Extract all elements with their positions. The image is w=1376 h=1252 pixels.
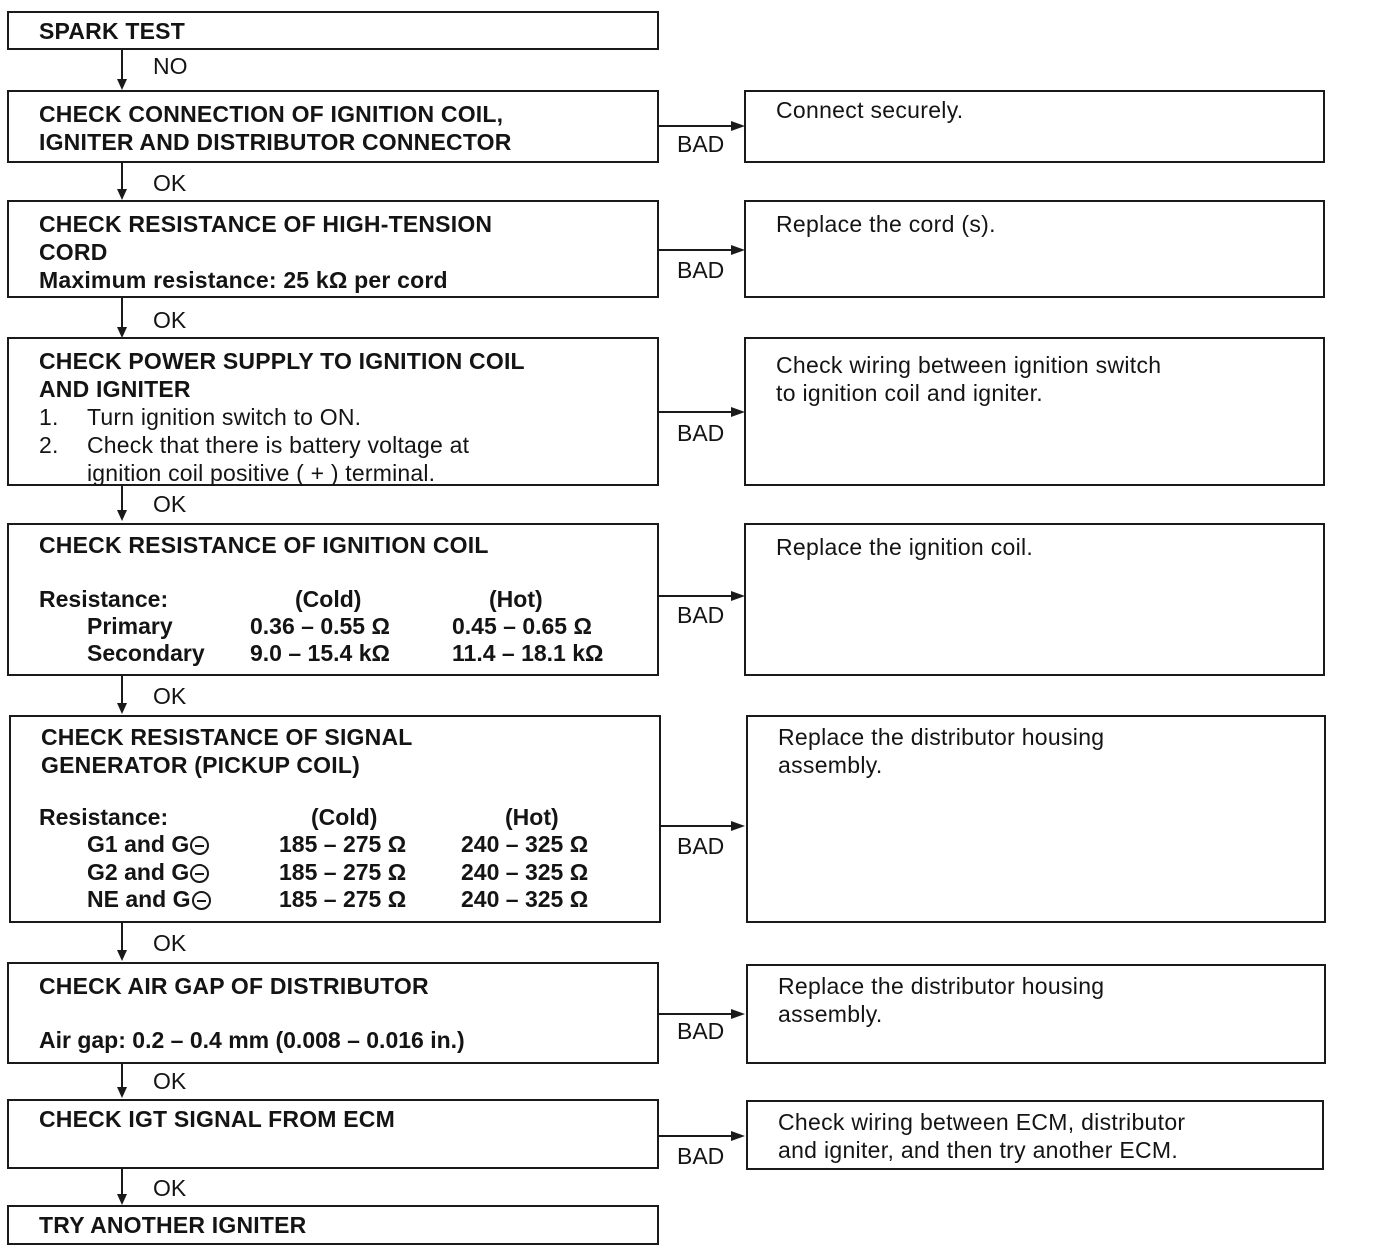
step-spark-test (7, 11, 659, 50)
signal-row-label (87, 831, 209, 858)
step-try-another-igniter (7, 1205, 659, 1245)
arrow-down-icon (117, 703, 127, 714)
step-title: CHECK AIR GAP OF DISTRIBUTOR (39, 973, 429, 999)
step-check-high-tension-cord (7, 200, 659, 298)
action-text: Replace the distributor housing assembly. (778, 724, 1105, 778)
flow-connector (121, 298, 123, 329)
action-replace-distributor-housing (746, 715, 1326, 923)
edge-label-ok: OK (153, 170, 187, 196)
edge-label-bad: BAD (677, 257, 725, 283)
step-title: CHECK RESISTANCE OF IGNITION COIL (39, 532, 489, 558)
flow-connector (121, 923, 123, 952)
action-replace-ignition-coil (744, 523, 1325, 676)
flow-connector (121, 486, 123, 512)
edge-label-ok: OK (153, 307, 187, 333)
cold-value: 185 – 275 Ω (279, 859, 407, 885)
action-check-wiring-ecm (746, 1100, 1324, 1170)
step-title: CHECK IGT SIGNAL FROM ECM (39, 1106, 395, 1132)
minus-circle-icon (190, 836, 209, 855)
step-title: CHECK RESISTANCE OF HIGH-TENSION CORD (39, 211, 493, 265)
substep-number: 2. (39, 432, 59, 458)
arrow-down-icon (117, 510, 127, 521)
step-title: SPARK TEST (39, 18, 185, 44)
substep-list (39, 403, 647, 487)
substep-number: 1. (39, 404, 59, 430)
row-name: G2 and G (87, 859, 190, 885)
flow-connector (121, 676, 123, 705)
air-gap-spec: Air gap: 0.2 – 0.4 mm (0.008 – 0.016 in.) (39, 1027, 465, 1053)
arrow-down-icon (117, 950, 127, 961)
edge-label-bad: BAD (677, 833, 725, 859)
edge-label-ok: OK (153, 491, 187, 517)
action-text: Check wiring between ignition switch to ignition coil and igniter. (776, 352, 1162, 406)
hot-value: 240 – 325 Ω (461, 859, 589, 885)
bad-connector (659, 595, 732, 597)
edge-label-bad: BAD (677, 602, 725, 628)
flow-connector (121, 163, 123, 191)
bad-connector (659, 1135, 732, 1137)
action-text: Check wiring between ECM, distributor and igniter, and then try another ECM. (778, 1109, 1186, 1163)
edge-label-bad: BAD (677, 1018, 725, 1044)
signal-row-label (87, 859, 209, 886)
flow-connector (121, 50, 123, 80)
action-check-wiring-switch (744, 337, 1325, 486)
substep-text: Turn ignition switch to ON. (87, 404, 362, 430)
bad-connector (659, 125, 732, 127)
edge-label-ok: OK (153, 1175, 187, 1201)
col-cold-header: (Cold) (295, 586, 362, 612)
arrow-right-icon (731, 591, 745, 601)
arrow-right-icon (731, 1131, 745, 1141)
hot-value: 0.45 – 0.65 Ω (452, 613, 592, 639)
cold-value: 9.0 – 15.4 kΩ (250, 640, 390, 666)
step-title: CHECK CONNECTION OF IGNITION COIL, IGNITER AND DISTRIBUTOR CONNECTOR (39, 101, 512, 155)
substep-item (39, 431, 647, 487)
arrow-right-icon (731, 821, 745, 831)
row-name: Secondary (87, 640, 205, 666)
arrow-right-icon (731, 121, 745, 131)
edge-label-no: NO (153, 53, 188, 79)
bad-connector (659, 249, 732, 251)
flow-connector (121, 1169, 123, 1196)
arrow-down-icon (117, 1087, 127, 1098)
edge-label-ok: OK (153, 683, 187, 709)
minus-circle-icon (192, 891, 211, 910)
cold-value: 185 – 275 Ω (279, 831, 407, 857)
arrow-right-icon (731, 407, 745, 417)
resistance-label: Resistance: (39, 586, 169, 612)
row-name: G1 and G (87, 831, 190, 857)
action-replace-distributor-housing (746, 964, 1326, 1064)
step-title: CHECK POWER SUPPLY TO IGNITION COIL AND IGNITER (39, 348, 525, 402)
step-spec: Maximum resistance: 25 kΩ per cord (39, 267, 448, 293)
step-title: CHECK RESISTANCE OF SIGNAL GENERATOR (PICKUP COIL) (41, 724, 413, 778)
step-check-power-supply (7, 337, 659, 486)
hot-value: 240 – 325 Ω (461, 831, 589, 857)
edge-label-bad: BAD (677, 1143, 725, 1169)
edge-label-ok: OK (153, 1068, 187, 1094)
action-text: Replace the ignition coil. (776, 534, 1034, 560)
substep-text: Check that there is battery voltage at ignition coil positive ( + ) terminal. (87, 432, 470, 486)
arrow-right-icon (731, 1009, 745, 1019)
arrow-right-icon (731, 245, 745, 255)
hot-value: 11.4 – 18.1 kΩ (452, 640, 604, 666)
row-name: Primary (87, 613, 173, 639)
arrow-down-icon (117, 189, 127, 200)
cold-value: 0.36 – 0.55 Ω (250, 613, 390, 639)
edge-label-bad: BAD (677, 131, 725, 157)
hot-value: 240 – 325 Ω (461, 886, 589, 912)
step-title: TRY ANOTHER IGNITER (39, 1212, 307, 1238)
minus-circle-icon (190, 864, 209, 883)
bad-connector (661, 825, 732, 827)
action-connect-securely (744, 90, 1325, 163)
action-replace-cords (744, 200, 1325, 298)
row-name: NE and G (87, 886, 191, 912)
action-text: Replace the distributor housing assembly. (778, 973, 1105, 1027)
cold-value: 185 – 275 Ω (279, 886, 407, 912)
edge-label-ok: OK (153, 930, 187, 956)
col-cold-header: (Cold) (311, 804, 378, 830)
step-check-igt-signal (7, 1099, 659, 1169)
action-text: Connect securely. (776, 97, 964, 123)
substep-item (39, 403, 647, 431)
col-hot-header: (Hot) (505, 804, 559, 830)
signal-row-label (87, 886, 211, 913)
edge-label-bad: BAD (677, 420, 725, 446)
bad-connector (659, 1013, 732, 1015)
resistance-label: Resistance: (39, 804, 169, 830)
arrow-down-icon (117, 1194, 127, 1205)
bad-connector (659, 411, 732, 413)
step-check-connection (7, 90, 659, 163)
arrow-down-icon (117, 79, 127, 90)
action-text: Replace the cord (s). (776, 211, 996, 237)
col-hot-header: (Hot) (489, 586, 543, 612)
